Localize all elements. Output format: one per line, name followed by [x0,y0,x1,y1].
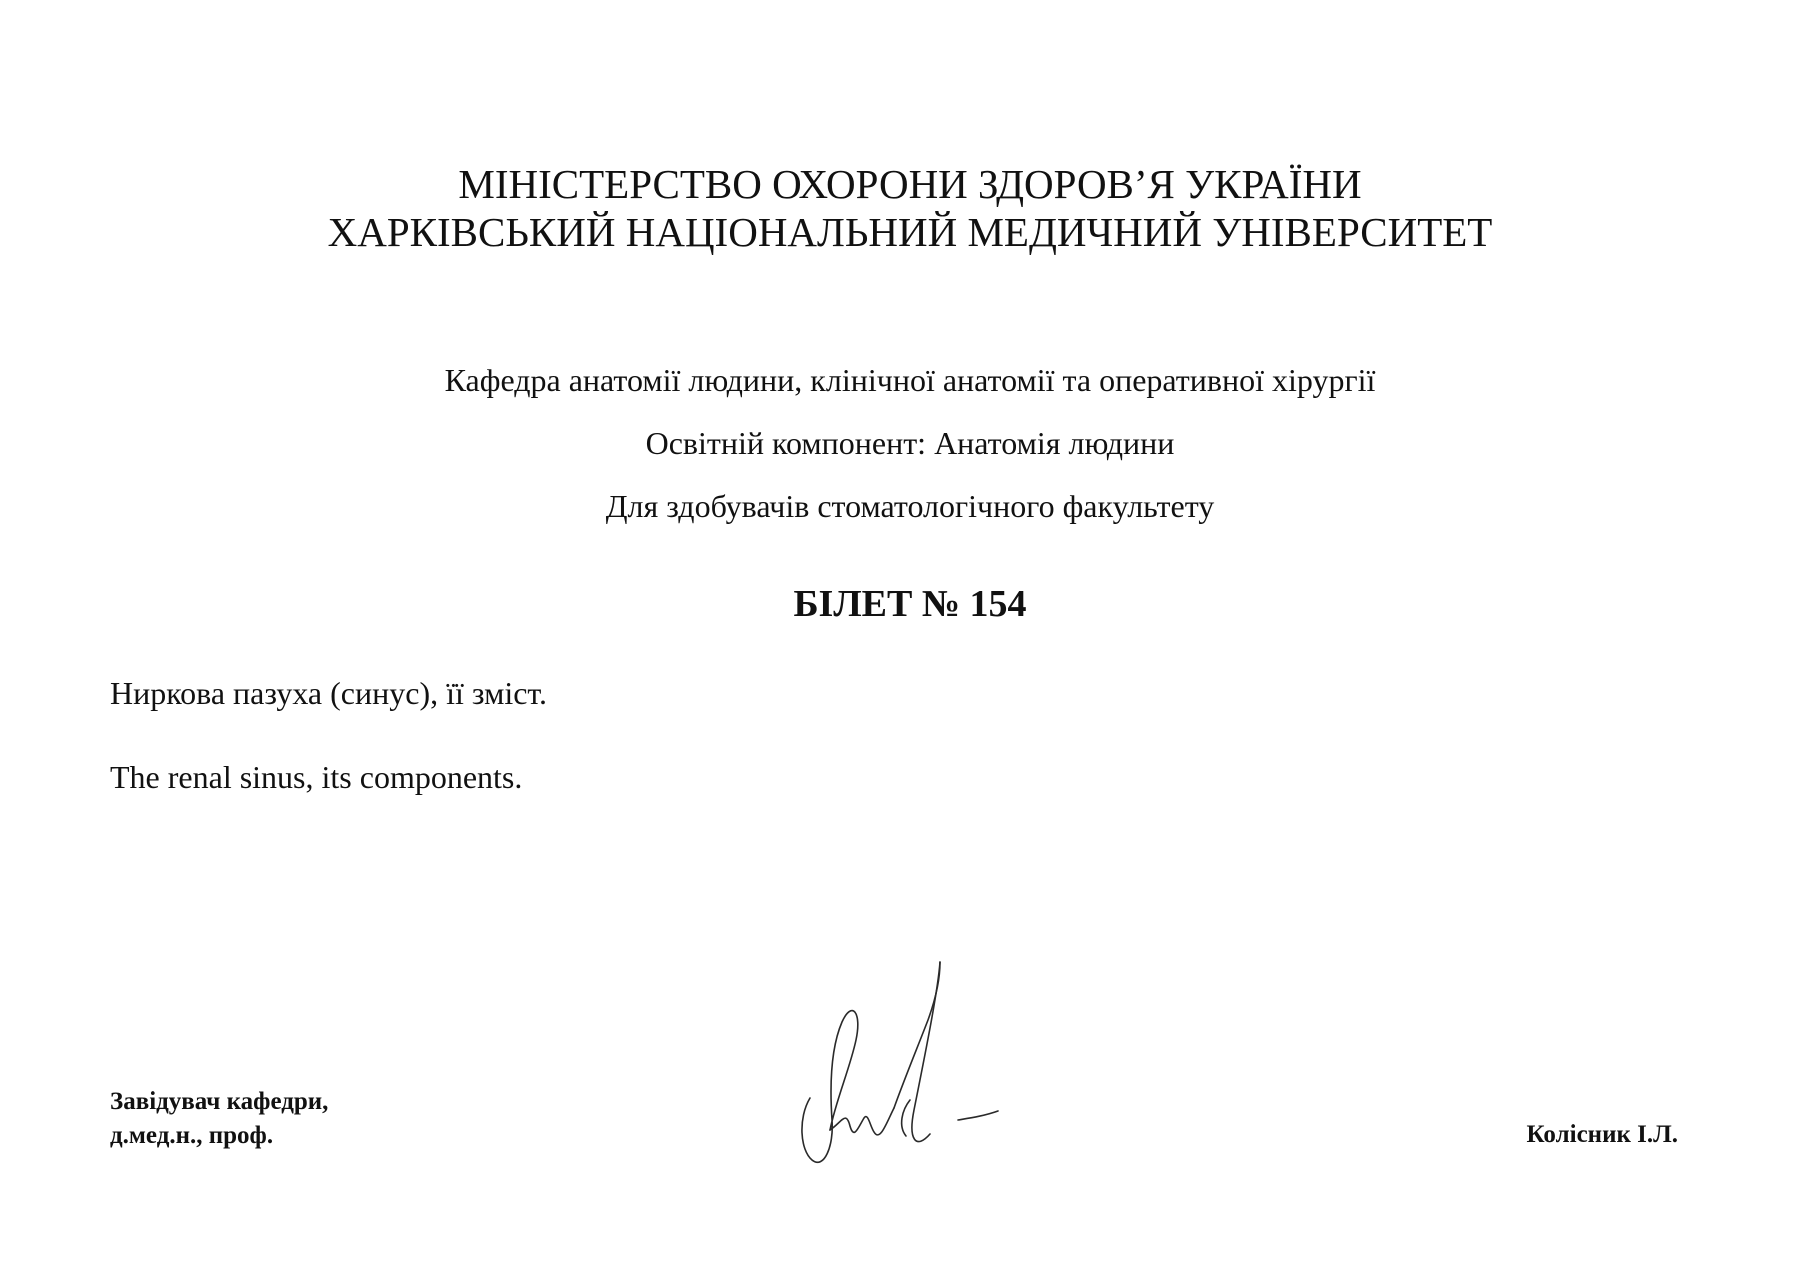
handwritten-signature [790,950,1050,1180]
signatory-position [110,1085,328,1153]
signatory-name: Колісник І.Л. [1526,1121,1678,1148]
question-ukrainian: Ниркова пазуха (синус), її зміст. [110,675,547,711]
component-line: Освітній компонент: Анатомія людини [645,425,1175,461]
question-english: The renal sinus, its components. [110,759,523,795]
position-line-2: д.мед.н., проф. [110,1122,274,1149]
university-title: ХАРКІВСЬКИЙ НАЦІОНАЛЬНИЙ МЕДИЧНИЙ УНІВЕРСИТЕТ [327,209,1493,255]
department-line: Кафедра анатомії людини, клінічної анатомії та оперативної хірургії [444,362,1376,398]
audience-line: Для здобувачів стоматологічного факультету [605,488,1215,524]
position-line-1: Завідувач кафедри, [110,1088,329,1115]
ticket-title: БІЛЕТ № 154 [793,583,1027,625]
ministry-title: МІНІСТЕРСТВО ОХОРОНИ ЗДОРОВ’Я УКРАЇНИ [458,161,1362,207]
